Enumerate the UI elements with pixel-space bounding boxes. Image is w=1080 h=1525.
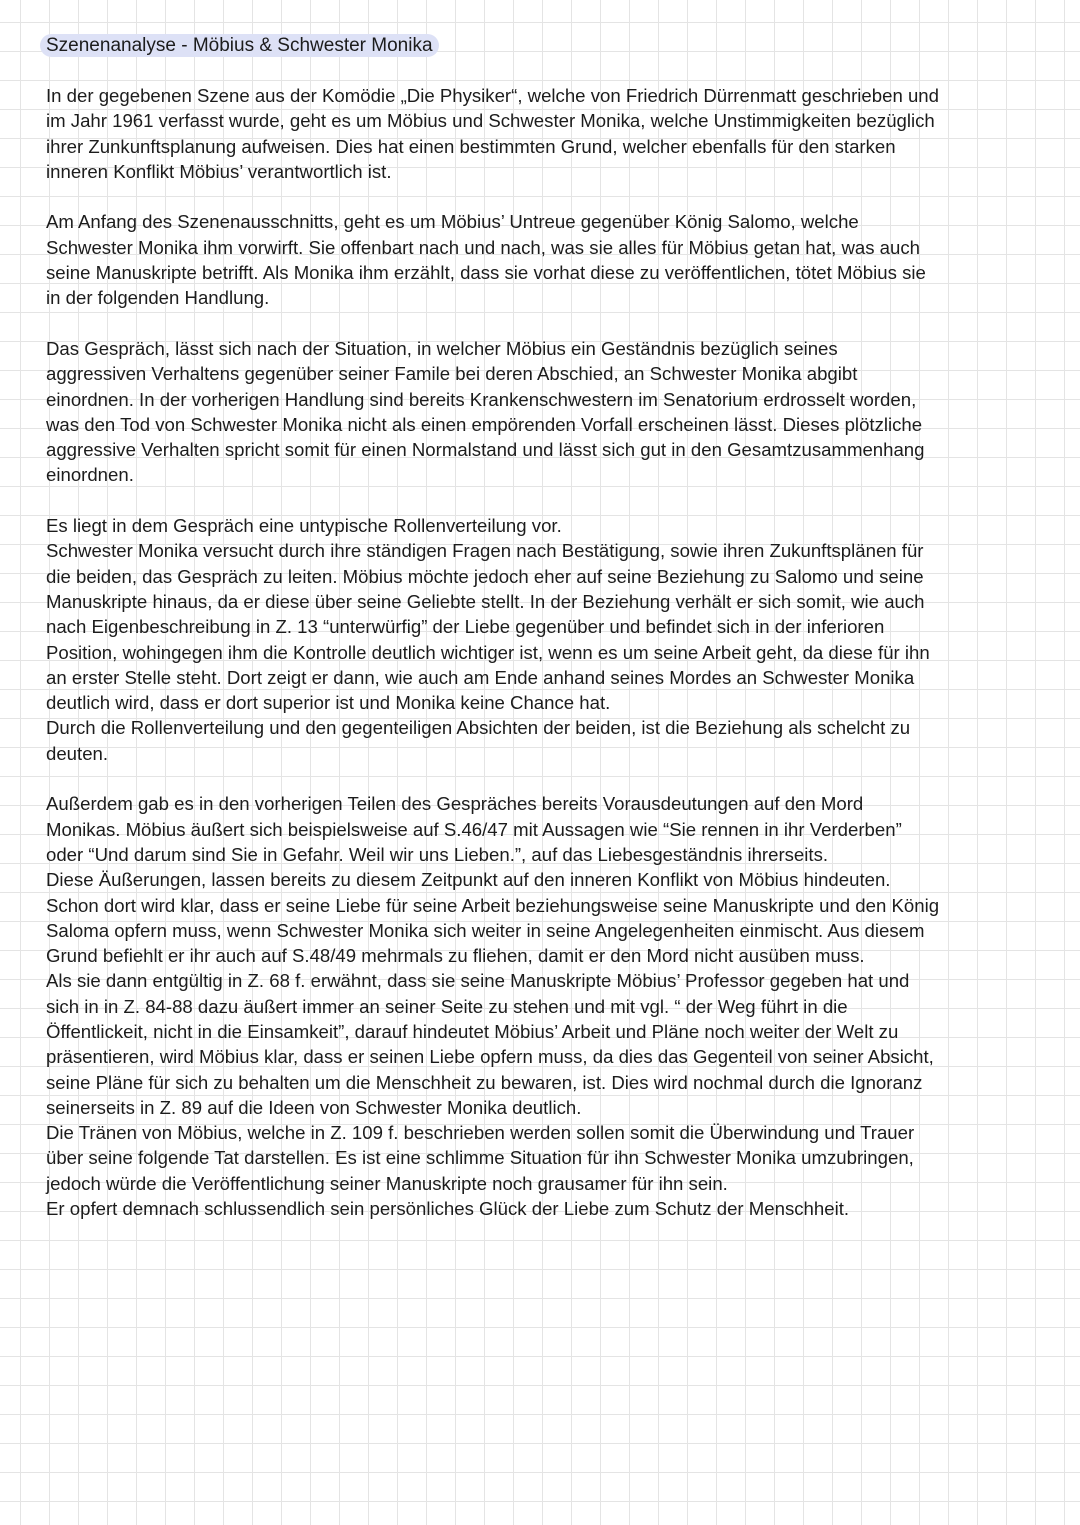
text-line: was den Tod von Schwester Monika nicht als einen empörenden Vorfall erscheinen lässt. Dieses plötzliche (46, 413, 923, 435)
document-body (46, 83, 939, 1221)
text-line: Monikas. Möbius äußert sich beispielsweise auf S.46/47 mit Aussagen wie “Sie rennen in ihr Verderben” (46, 818, 902, 840)
text-line: deuten. (46, 742, 109, 764)
text-line: Manuskripte hinaus, da er diese über seine Geliebte stellt. In der Beziehung verhält er sich somit, wie auch (46, 590, 925, 612)
document-title: Szenenanalyse - Möbius & Schwester Monika (40, 34, 439, 57)
text-line: Es liegt in dem Gespräch eine untypische Rollenverteilung vor. (46, 515, 562, 537)
text-line: die beiden, das Gespräch zu leiten. Möbius möchte jedoch eher auf seine Beziehung zu Salomo und seine (46, 565, 924, 587)
text-line: jedoch würde die Veröffentlichung seiner Manuskripte noch grausamer für ihn sein. (46, 1172, 728, 1194)
text-line: sich in in Z. 84-88 dazu äußert immer an seiner Seite zu stehen und mit vgl. “ der Weg führt in die (46, 995, 848, 1017)
text-line: ihrer Zunkunftsplanung aufweisen. Dies hat einen bestimmten Grund, welcher ebenfalls für den starken (46, 135, 896, 157)
text-line: präsentieren, wird Möbius klar, dass er seinen Liebe opfern muss, da dies das Gegenteil von seiner Absicht, (46, 1046, 934, 1068)
text-line: Schon dort wird klar, dass er seine Liebe für seine Arbeit beziehungsweise seine Manuskripte und den König (46, 894, 940, 916)
text-line: Als sie dann entgültig in Z. 68 f. erwähnt, dass sie seine Manuskripte Möbius’ Professor gegeben hat und (46, 970, 910, 992)
text-line: aggressiven Verhaltens gegenüber seiner Famile bei deren Abschied, an Schwester Monika abgibt (46, 363, 858, 385)
text-line: Diese Äußerungen, lassen bereits zu diesem Zeitpunkt auf den inneren Konflikt von Möbius hindeuten. (46, 869, 891, 891)
text-line: inneren Konflikt Möbius’ verantwortlich ist. (46, 160, 392, 182)
text-line: Öffentlickeit, nicht in die Einsamkeit”, darauf hindeutet Möbius’ Arbeit und Pläne noch weiter der Welt zu (46, 1020, 899, 1042)
text-line: Position, wohingegen ihm die Kontrolle deutlich wichtiger ist, wenn es um seine Arbeit geht, da diese für ihn (46, 641, 930, 663)
text-line: Er opfert demnach schlussendlich sein persönliches Glück der Liebe zum Schutz der Menschheit. (46, 1198, 850, 1220)
text-line: im Jahr 1961 verfasst wurde, geht es um Möbius und Schwester Monika, welche Unstimmigkeiten bezüglich (46, 110, 935, 132)
text-line: Grund befiehlt er ihr auch auf S.48/49 mehrmals zu fliehen, damit er den Mord nicht ausüben muss. (46, 945, 865, 967)
text-line: seinerseits in Z. 89 auf die Ideen von Schwester Monika deutlich. (46, 1096, 582, 1118)
text-line: in der folgenden Handlung. (46, 287, 270, 309)
text-line: In der gegebenen Szene aus der Komödie „Die Physiker“, welche von Friedrich Dürrenmatt geschrieben und (46, 85, 939, 106)
text-line: Durch die Rollenverteilung und den gegenteiligen Absichten der beiden, ist die Beziehung als schelcht zu (46, 717, 911, 739)
text-line: Saloma opfern muss, wenn Schwester Monika sich weiter in seine Angelegenheiten einmischt. Aus diesem (46, 919, 925, 941)
text-line: an erster Stelle steht. Dort zeigt er dann, wie auch am Ende anhand seines Mordes an Schwester Monika (46, 666, 915, 688)
text-line: Am Anfang des Szenenausschnitts, geht es um Möbius’ Untreue gegenüber König Salomo, welche (46, 211, 859, 233)
text-line: einordnen. In der vorherigen Handlung sind bereits Krankenschwestern im Senatorium erdrosselt worden, (46, 388, 917, 410)
text-line: seine Pläne für sich zu behalten um die Menschheit zu bewaren, ist. Dies wird nochmal durch die Ignoranz (46, 1071, 923, 1093)
text-line: einordnen. (46, 464, 134, 486)
paragraph-spacer (46, 488, 939, 513)
paragraph (46, 336, 939, 488)
paragraph (46, 83, 939, 184)
paragraph (46, 513, 939, 766)
paragraph-spacer (46, 311, 939, 336)
text-line: Das Gespräch, lässt sich nach der Situation, in welcher Möbius ein Geständnis bezüglich seines (46, 337, 838, 359)
text-line: deutlich wird, dass er dort superior ist und Monika keine Chance hat. (46, 692, 611, 714)
text-line: Schwester Monika versucht durch ihre ständigen Fragen nach Bestätigung, sowie ihren Zukunftsplänen für (46, 540, 924, 562)
paragraph-spacer (46, 184, 939, 209)
text-line: seine Manuskripte betrifft. Als Monika ihm erzählt, dass sie vorhat diese zu veröffentlichen, tötet Möbius sie (46, 262, 926, 284)
text-line: nach Eigenbeschreibung in Z. 13 “unterwürfig” der Liebe gegenüber und befindet sich in der inferioren (46, 616, 885, 638)
paragraph (46, 791, 939, 1221)
text-line: Die Tränen von Möbius, welche in Z. 109 f. beschrieben werden sollen somit die Überwindung und Trauer (46, 1122, 915, 1144)
paragraph-spacer (46, 766, 939, 791)
text-line: Außerdem gab es in den vorherigen Teilen des Gespräches bereits Vorausdeutungen auf den Mord (46, 793, 864, 815)
text-line: oder “Und darum sind Sie in Gefahr. Weil wir uns Lieben.”, auf das Liebesgeständnis ihrerseits. (46, 843, 829, 865)
paragraph (46, 209, 939, 310)
text-line: Schwester Monika ihm vorwirft. Sie offenbart nach und nach, was sie alles für Möbius getan hat, was auch (46, 236, 921, 258)
text-line: über seine folgende Tat darstellen. Es ist eine schlimme Situation für ihn Schwester Monika umzubringen, (46, 1147, 914, 1169)
text-line: aggressive Verhalten spricht somit für einen Normalstand und lässt sich gut in den Gesamtzusammenhang (46, 439, 925, 461)
